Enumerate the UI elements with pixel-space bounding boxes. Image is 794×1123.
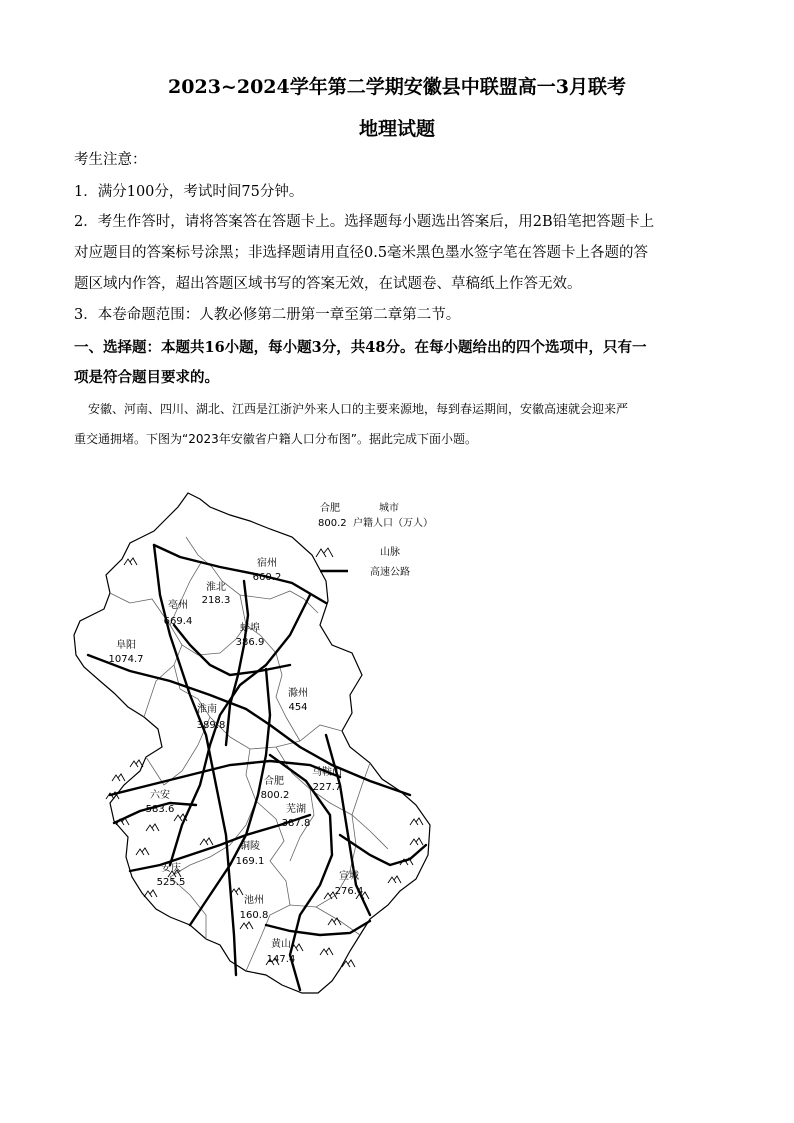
city-name-suzhou: 宿州 [257, 558, 277, 569]
highway-7 [174, 625, 290, 675]
city-value-suzhou: 660.2 [252, 572, 282, 583]
city-name-xuancheng: 宣城 [339, 871, 359, 882]
legend-mountain-icon [316, 548, 333, 557]
anhui-population-map [70, 485, 460, 1000]
city-value-fuyang: 1074.7 [108, 654, 144, 665]
city-name-maanshan: 马鞍山 [312, 767, 342, 778]
city-name-huaibei: 淮北 [206, 582, 226, 593]
city-name-fuyang: 阜阳 [116, 640, 136, 651]
city-name-huangshan: 黄山 [271, 939, 291, 950]
city-name-tongling: 铜陵 [240, 841, 260, 852]
city-value-huangshan: 147.4 [266, 954, 296, 965]
city-value-anqing: 525.5 [156, 877, 186, 888]
city-value-maanshan: 227.7 [312, 782, 342, 793]
city-value-tongling: 169.1 [235, 856, 265, 867]
question-intro-cont: 重交通拥堵。下图为“2023年安徽省户籍人口分布图”。据此完成下面小题。 [74, 432, 477, 446]
highway-6 [110, 761, 340, 795]
notice-item-2: 2．考生作答时，请将答案答在答题卡上。选择题每小题选出答案后，用2B铅笔把答题卡上 [74, 214, 655, 230]
city-value-chuzhou: 454 [288, 702, 308, 713]
city-value-luan: 583.6 [145, 804, 175, 815]
question-intro: 安徽、河南、四川、湖北、江西是江浙沪外来人口的主要来源地，每到春运期间，安徽高速就会迎来严 [88, 402, 629, 416]
section-heading: 一、选择题：本题共16小题，每小题3分，共48分。在每小题给出的四个选项中，只有一 [74, 339, 647, 356]
highway-2 [154, 545, 236, 975]
city-name-anqing: 安庆 [161, 863, 181, 874]
city-name-huainan: 淮南 [197, 704, 217, 715]
legend-population-label: 户籍人口（万人） [353, 518, 433, 529]
city-value-xuancheng: 276.4 [334, 886, 364, 897]
legend-sample-value: 800.2 [318, 518, 347, 529]
city-value-wuhu: 387.8 [281, 818, 311, 829]
notice-item-2-cont2: 题区域内作答，超出答题区域书写的答案无效，在试题卷、草稿纸上作答无效。 [74, 276, 582, 292]
notice-item-2-cont: 对应题目的答案标号涂黑；非选择题请用直径0.5毫米黑色墨水签字笔在答题卡上各题的答 [74, 245, 649, 261]
legend-highway-label: 高速公路 [370, 567, 410, 578]
legend-mountain-label: 山脉 [380, 547, 400, 558]
city-value-huainan: 389.8 [196, 720, 226, 731]
city-name-chuzhou: 滁州 [288, 688, 308, 699]
section-heading-cont: 项是符合题目要求的。 [74, 369, 219, 386]
city-name-hefei: 合肥 [264, 776, 284, 787]
city-value-bengbu: 386.9 [235, 637, 265, 648]
city-value-huaibei: 218.3 [201, 595, 231, 606]
city-value-bozhou: 669.4 [163, 616, 193, 627]
city-name-luan: 六安 [150, 790, 170, 801]
highway-13 [266, 921, 370, 935]
city-value-chizhou: 160.8 [239, 910, 269, 921]
legend-city-label: 城市 [379, 503, 399, 514]
city-name-bengbu: 蚌埠 [240, 623, 260, 634]
notice-item-1: 1．满分100分，考试时间75分钟。 [74, 184, 304, 200]
map-legend [316, 501, 433, 578]
legend-sample-city: 合肥 [320, 503, 340, 514]
highway-1 [154, 545, 326, 603]
city-name-wuhu: 芜湖 [286, 804, 306, 815]
city-name-chizhou: 池州 [244, 895, 264, 906]
exam-subtitle: 地理试题 [358, 118, 435, 140]
notice-heading: 考生注意： [74, 152, 147, 168]
notice-item-3: 3．本卷命题范围：人教必修第二册第一章至第二章第二节。 [74, 307, 461, 323]
city-name-bozhou: 亳州 [168, 600, 188, 611]
exam-title: 2023~2024学年第二学期安徽县中联盟高一3月联考 [168, 76, 626, 98]
city-value-hefei: 800.2 [260, 790, 290, 801]
